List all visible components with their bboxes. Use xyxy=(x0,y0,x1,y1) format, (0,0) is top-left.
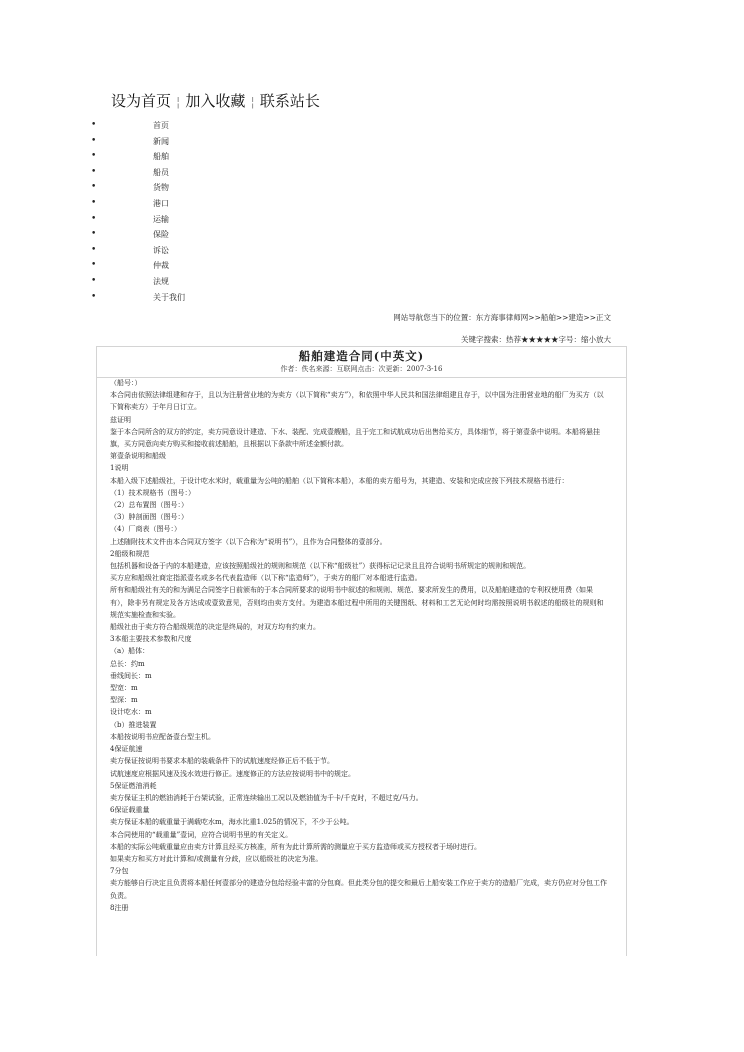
article-paragraph: 鉴于本合同所含的双方的约定，卖方同意设计建造、下水、装配、完成壹艘船，且于完工和试航成功后出售给买方，具体细节，将于第壹条中说明。本船将悬挂旗，买方同意向卖方购买和接收前述船舶，且根据以下条款中所述金额付款。 xyxy=(110,427,600,449)
article-paragraph: （3）肿剖面图（图号：） xyxy=(110,513,188,522)
article-paragraph: 总长：约m xyxy=(110,659,145,668)
menu-item-label[interactable]: 货物 xyxy=(153,183,169,193)
article-title: 船舶建造合同(中英文) xyxy=(298,349,425,363)
article-paragraph: 垂线间长：m xyxy=(110,671,152,680)
article-paragraph: 第壹条说明和船级 xyxy=(110,452,166,461)
bullet-icon: • xyxy=(91,135,97,146)
article-header xyxy=(97,346,626,378)
article-paragraph: 型宽：m xyxy=(110,684,138,693)
keyword-search-bar: 关键字搜索：热荐★★★★★字号：缩小放大 xyxy=(461,335,611,344)
bullet-icon: • xyxy=(91,151,97,162)
menu-item-label[interactable]: 船舶 xyxy=(153,152,169,162)
add-favorite-link[interactable]: 加入收藏 xyxy=(185,92,246,110)
breadcrumb: 网站导航您当下的位置：东方海事律师网>>船舶>>建造>>正文 xyxy=(393,313,611,322)
menu-item-label[interactable]: 仲裁 xyxy=(153,261,169,271)
article-paragraph: 1说明 xyxy=(110,464,129,473)
bullet-icon: • xyxy=(91,229,97,240)
article-paragraph: 8注册 xyxy=(110,903,129,912)
article-paragraph: 本船的实际公吨载重量应由卖方计算且经买方核准，所有为此计算所需的测量应于买方监造师或买方授权者于场时进行。 xyxy=(110,842,481,851)
article-paragraph: 上述随附技术文件由本合同双方签字（以下合称为“说明书”），且作为合同整体的壹部分。 xyxy=(110,537,387,546)
menu-item-label[interactable]: 新闻 xyxy=(153,136,169,146)
bullet-icon: • xyxy=(91,166,97,177)
menu-item-label[interactable]: 运输 xyxy=(153,214,169,224)
article-paragraph: 7分包 xyxy=(110,867,129,876)
menu-item-label[interactable]: 关于我们 xyxy=(153,292,185,302)
article-paragraph: （2）总布置图（图号：） xyxy=(110,501,188,510)
article-paragraph: 卖方保证本船的载重量于满载吃水m，海水比重1.025的情况下，不少于公吨。 xyxy=(110,818,354,827)
article-paragraph: 卖方保证按说明书要求本船的装载条件下的试航速度经修正后不低于节。 xyxy=(110,757,334,766)
article-paragraph: 5保证燃油消耗 xyxy=(110,781,157,790)
article-paragraph: 卖方保证主机的燃油消耗于台架试验，正常连续输出工况以及燃油值为千卡/千克时，不超过克/马力。 xyxy=(110,793,423,802)
article-paragraph: 型深：m xyxy=(110,696,138,705)
nav-separator: ¦ xyxy=(250,95,255,110)
menu-item-label[interactable]: 法规 xyxy=(153,276,169,286)
nav-separator: ¦ xyxy=(176,95,181,110)
bullet-icon: • xyxy=(91,120,97,130)
bullet-icon: • xyxy=(91,182,97,193)
bullet-icon: • xyxy=(91,291,97,302)
article-paragraph: （b）推进装置 xyxy=(110,720,157,729)
contact-admin-link[interactable]: 联系站长 xyxy=(259,92,320,110)
top-nav xyxy=(111,90,320,111)
bullet-icon: • xyxy=(91,260,97,271)
menu-item-label[interactable]: 船员 xyxy=(153,167,169,177)
set-homepage-link[interactable]: 设为首页 xyxy=(111,92,172,110)
article-paragraph: （a）船体： xyxy=(110,647,150,656)
article-paragraph: 本船按说明书应配备壹台型主机。 xyxy=(110,732,215,741)
article-paragraph: 兹证明 xyxy=(110,415,131,424)
article-paragraph: 本船入级下述船级社，于设计吃水米时，载重量为公吨的船舶（以下简称本船），本船的卖方船号为，其建造、安装和完成应按下列技术规格书进行： xyxy=(110,476,569,485)
article-paragraph: 如果卖方和买方对此计算和/或测量有分歧，应以船级社的决定为准。 xyxy=(110,854,323,863)
article-paragraph: （4）厂商表（图号：） xyxy=(110,525,181,534)
article xyxy=(96,346,627,956)
article-paragraph: 包括机器和设备于内的本船建造，应该按照船级社的规则和规范（以下称“船级社”）获得标记记录且且符合说明书所规定的规则和规范。 xyxy=(110,562,531,571)
article-paragraph: 本合同由依照法律组建和存于，且以为注册营业地的为卖方（以下简称“卖方”），和依照中华人民共和国法律组建且存于，以中国为注册营业地的船厂为买方（以下简称卖方）于年月日订立。 xyxy=(110,391,604,412)
bullet-icon: • xyxy=(91,197,97,208)
bullet-icon: • xyxy=(91,275,97,286)
article-paragraph: 所有和船级社有关的和为满足合同签字日前颁布的于本合同所要求的说明书中叙述的和规则、规范、要求所发生的费用，以及船舶建造的专利权使用费（如果有），除非另有规定及各方达成或壹致意见，否则均由卖方支付。为建造本船过程中所用的关键图纸、材料和工艺无论何时均需按照说明书叙述的船级社的规则和规范实施检查和实验。 xyxy=(110,586,604,619)
article-body xyxy=(110,377,608,914)
article-paragraph: （船号：） xyxy=(110,379,142,387)
article-paragraph: 设计吃水：m xyxy=(110,708,152,717)
bullet-icon: • xyxy=(91,213,97,224)
article-paragraph: 试航速度应根据风速及浅水效进行修正。速度修正的方法应按说明书中的规定。 xyxy=(110,769,355,778)
menu-item-label[interactable]: 首页 xyxy=(153,121,169,130)
article-paragraph: 2船级和规范 xyxy=(110,549,150,558)
article-meta: 作者：佚名来源：互联网点击：次更新：2007-3-16 xyxy=(280,365,443,373)
bullet-icon: • xyxy=(91,244,97,255)
article-paragraph: 买方应和船级社商定指派壹名或多名代表监造师（以下称“监造师”），于卖方的船厂对本船进行监造。 xyxy=(110,574,422,583)
article-paragraph: 船级社由于卖方符合船级规范的决定是终局的，对双方均有约束力。 xyxy=(110,623,320,632)
article-paragraph: 本合同使用的“载重量”壹词，应符合说明书里的有关定义。 xyxy=(110,830,293,839)
article-paragraph: （1）技术规格书（图号：） xyxy=(110,488,195,497)
article-paragraph: 4保证航速 xyxy=(110,745,143,754)
article-paragraph: 3本船主要技术参数和尺度 xyxy=(110,635,192,644)
article-paragraph: 6保证载重量 xyxy=(110,806,150,815)
menu-item-label[interactable]: 港口 xyxy=(153,198,169,208)
article-paragraph: 卖方能够自行决定且负责将本船任何壹部分的建造分包给经验丰富的分包商。但此类分包的提交和最后上船安装工作应于卖方的造船厂完成，卖方仍应对分包工作负责。 xyxy=(110,879,607,900)
menu-item-label[interactable]: 诉讼 xyxy=(153,245,169,255)
menu-item-label[interactable]: 保险 xyxy=(153,230,169,240)
